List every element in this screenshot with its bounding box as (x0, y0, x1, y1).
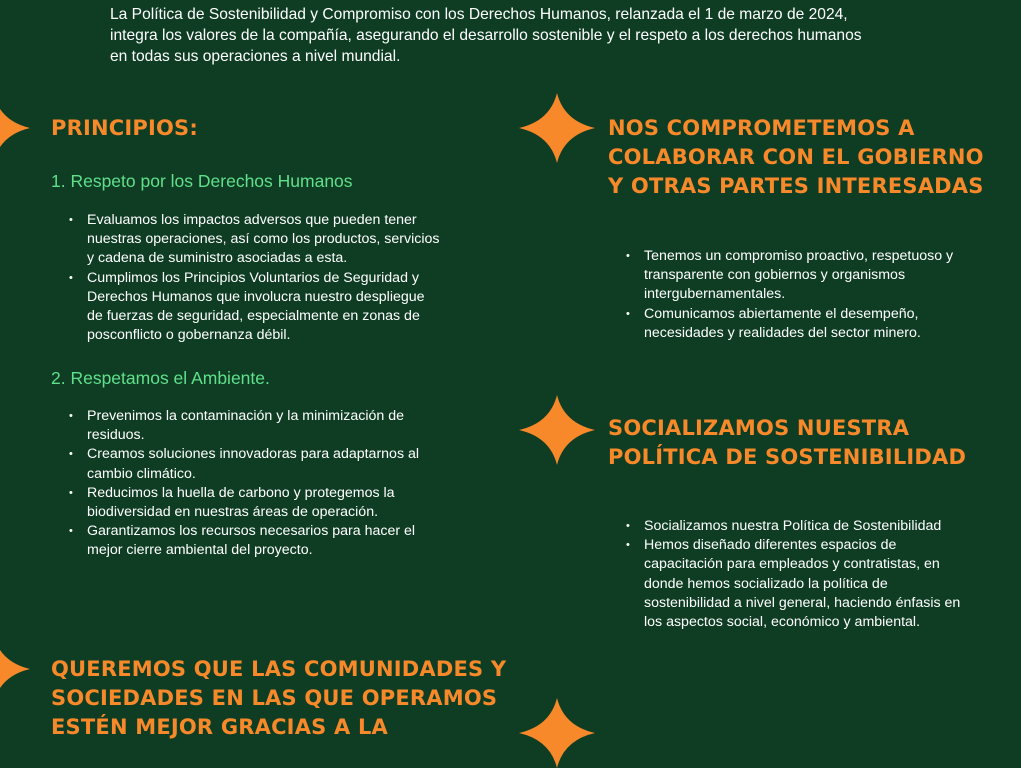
four-point-star-icon (0, 93, 30, 163)
list-item: • Reducimos la huella de carbono y protegemos la biodiversidad en nuestras áreas de operación. (69, 484, 395, 521)
list-item: • Evaluamos los impactos adversos que pueden tener nuestras operaciones, así como los productos, servicios y cadena de suministro asociadas a esta. (69, 212, 440, 267)
derechos-humanos-list (69, 211, 440, 345)
list-item: • Comunicamos abiertamente el desempeño, necesidades y realidades del sector minero. (626, 305, 921, 341)
section-title-ambiente: 2. Respetamos el Ambiente. (51, 368, 270, 388)
list-item: • Tenemos un compromiso proactivo, respetuoso y transparente con gobiernos y organismos intergubernamentales. (626, 248, 954, 303)
list-item: • Socializamos nuestra Política de Sostenibilidad (626, 518, 942, 534)
gobierno-heading: NOS COMPROMETEMOS A COLABORAR CON EL GOBIERNO Y OTRAS PARTES INTERESADAS (608, 116, 984, 198)
list-item: • Cumplimos los Principios Voluntarios de Seguridad y Derechos Humanos que involucra nuestro despliegue de fuerzas de seguridad, especialmente en zonas de posconflicto o gobernanza débil. (69, 269, 425, 344)
list-item: • Prevenimos la contaminación y la minimización de residuos. (69, 408, 404, 444)
intro-line: en todas sus operaciones a nivel mundial. (110, 48, 401, 65)
gobierno-list (626, 247, 954, 343)
list-item: • Creamos soluciones innovadoras para adaptarnos al cambio climático. (69, 446, 420, 482)
intro-paragraph (110, 4, 920, 67)
section-title-derechos-humanos: 1. Respeto por los Derechos Humanos (51, 171, 353, 191)
principios-heading: PRINCIPIOS: (51, 116, 198, 140)
four-point-star-icon (519, 93, 595, 163)
four-point-star-icon (519, 395, 595, 465)
intro-line: integra los valores de la compañía, asegurando el desarrollo sostenible y el respeto a los derechos humanos (110, 27, 862, 44)
ambiente-list (69, 407, 420, 561)
four-point-star-icon (0, 634, 30, 704)
intro-line: La Política de Sostenibilidad y Compromiso con los Derechos Humanos, relanzada el 1 de marzo de 2024, (110, 6, 848, 23)
socializamos-heading: SOCIALIZAMOS NUESTRA POLÍTICA DE SOSTENIBILIDAD (608, 416, 967, 469)
four-point-star-icon (519, 698, 595, 768)
list-item: • Garantizamos los recursos necesarios para hacer el mejor cierre ambiental del proyecto. (69, 523, 416, 559)
socializamos-list (626, 517, 961, 632)
comunidades-heading: QUEREMOS QUE LAS COMUNIDADES Y SOCIEDADES EN LAS QUE OPERAMOS ESTÉN MEJOR GRACIAS A LA (51, 657, 507, 739)
list-item: • Hemos diseñado diferentes espacios de capacitación para empleados y contratistas, en donde hemos socializado la política de sostenibilidad a nivel general, haciendo énfasis en los aspectos social, económico y ambiental. (626, 537, 961, 631)
